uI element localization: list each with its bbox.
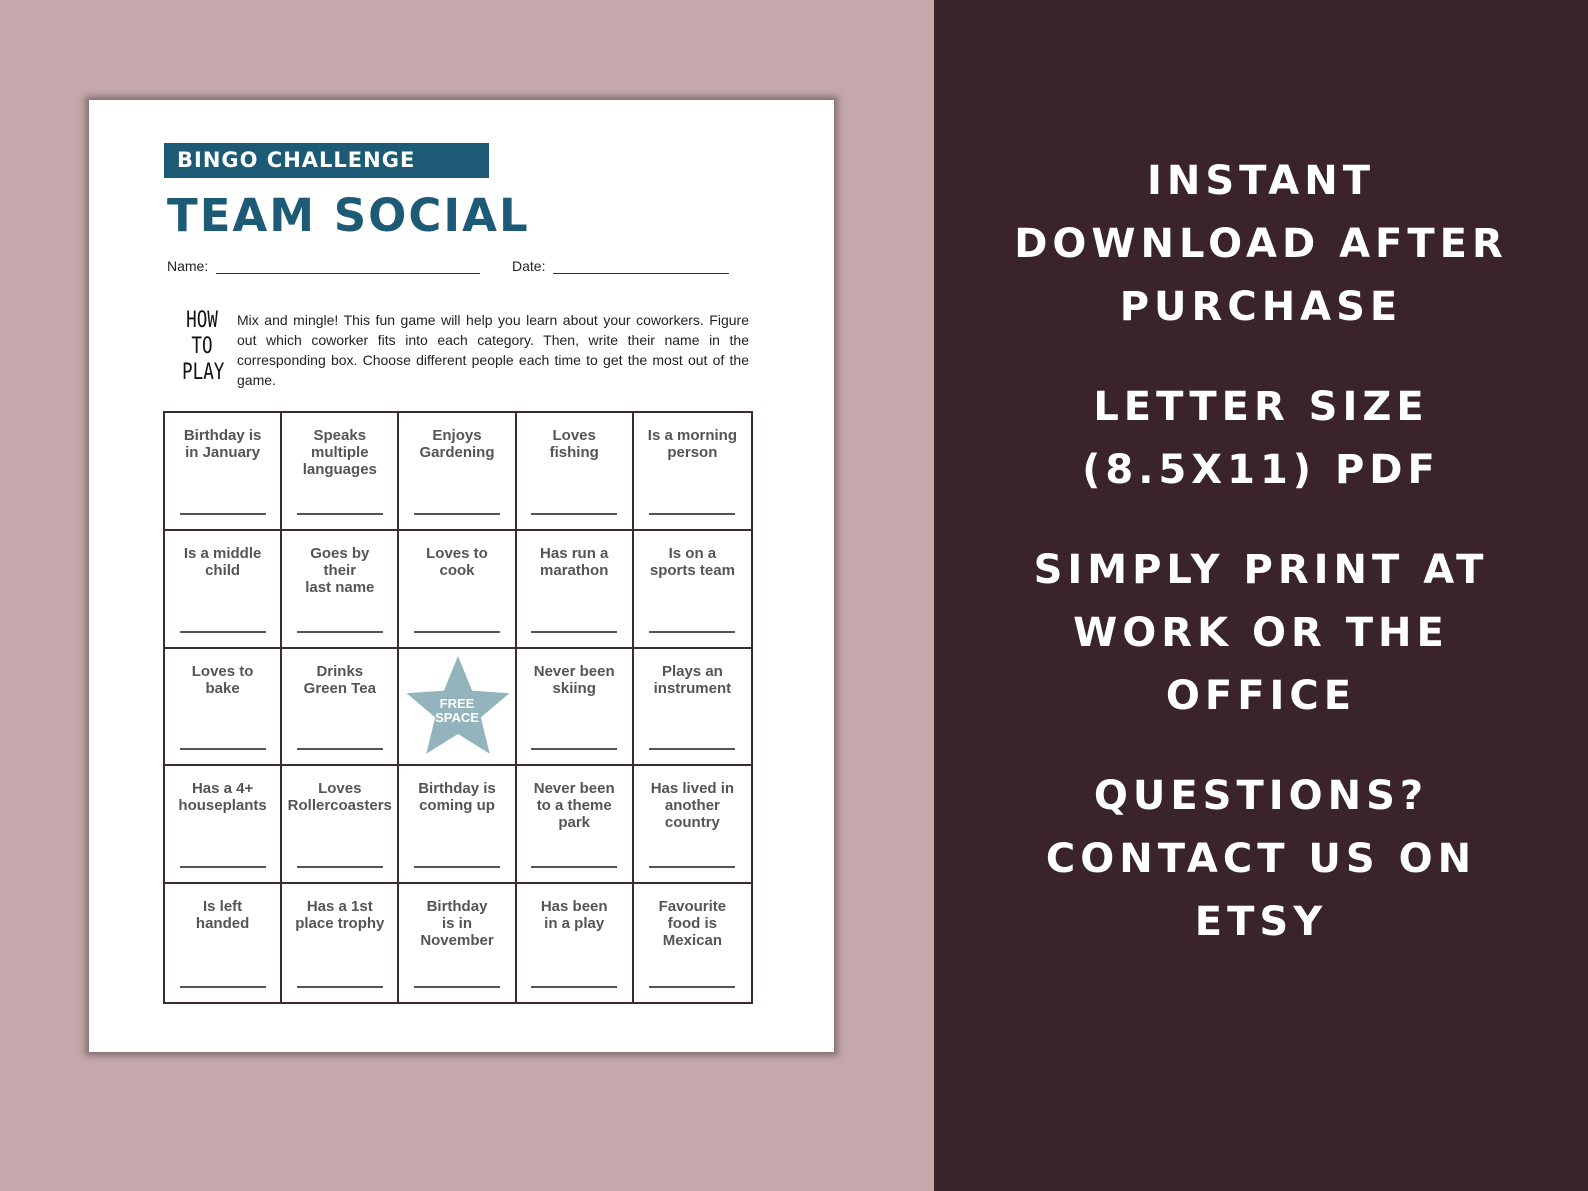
promo-line: OFFICE: [1165, 673, 1357, 719]
bingo-cell-prompt: Never been skiing: [533, 662, 615, 697]
bingo-cell[interactable]: [282, 413, 399, 531]
bingo-cell-prompt: Birthday is in November: [420, 898, 494, 950]
bingo-cell-prompt: Birthday is coming up: [418, 780, 496, 815]
how-to-play-heading: [182, 308, 225, 386]
promo-line: (8.5X11) PDF: [1082, 447, 1440, 493]
name-blank-line: [180, 631, 266, 633]
bingo-cell[interactable]: [634, 884, 751, 1002]
sheet-title: TEAM SOCIAL: [167, 189, 530, 242]
name-blank-line: [649, 866, 735, 868]
name-blank-line: [414, 513, 500, 515]
how-to-play-word: HOW: [186, 308, 218, 333]
free-space-label: [399, 697, 514, 725]
promo-block: [981, 150, 1541, 339]
promo-line: WORK OR THE: [1073, 610, 1449, 656]
bingo-sheet: [89, 100, 834, 1052]
bingo-cell-prompt: Plays an instrument: [653, 662, 732, 697]
bingo-cell-prompt: Drinks Green Tea: [303, 662, 376, 697]
how-to-play-word: PLAY: [182, 360, 225, 385]
date-line: [553, 260, 729, 274]
bingo-cell[interactable]: [165, 413, 282, 531]
promo-panel: [934, 0, 1588, 1191]
name-blank-line: [297, 748, 383, 750]
bingo-cell-prompt: Never been to a theme park: [533, 780, 615, 832]
free-space-word: SPACE: [435, 709, 479, 725]
bingo-cell[interactable]: [165, 884, 282, 1002]
bingo-cell-prompt: Speaks multiple languages: [302, 427, 377, 478]
bingo-cell[interactable]: [282, 531, 399, 649]
promo-line: CONTACT US ON: [1045, 836, 1477, 882]
bingo-cell-prompt: Is left handed: [195, 898, 250, 933]
bingo-cell[interactable]: [165, 531, 282, 649]
bingo-cell-prompt: Is on a sports team: [649, 544, 735, 579]
name-blank-line: [531, 866, 617, 868]
how-to-play-word: TO: [191, 334, 213, 359]
promo-line: PURCHASE: [1119, 284, 1403, 330]
promo-block: [981, 376, 1541, 502]
bingo-cell-prompt: Is a middle child: [183, 544, 262, 579]
instructions-text: Mix and mingle! This fun game will help you learn about your coworkers. Figure out which coworker fits into each category. Then, write their name in the corresponding box. Choose different people each time to get the most out of the game.: [237, 312, 749, 388]
name-blank-line: [414, 631, 500, 633]
name-blank-line: [649, 986, 735, 988]
bingo-cell-prompt: Favourite food is Mexican: [658, 898, 727, 950]
star-icon: [399, 649, 514, 765]
name-blank-line: [180, 866, 266, 868]
bingo-cell[interactable]: [282, 766, 399, 884]
bingo-cell[interactable]: [165, 649, 282, 767]
promo-block: [981, 539, 1541, 728]
promo-line: ETSY: [1194, 899, 1328, 945]
name-field: [167, 258, 480, 274]
name-blank-line: [297, 513, 383, 515]
promo-block: [981, 765, 1541, 954]
bingo-cell[interactable]: [517, 766, 634, 884]
bingo-cell-prompt: Loves to cook: [426, 544, 488, 579]
bingo-cell[interactable]: [634, 766, 751, 884]
bingo-cell-prompt: Has a 4+ houseplants: [178, 780, 267, 815]
bingo-grid: [163, 411, 753, 1004]
name-blank-line: [297, 866, 383, 868]
promo-line: SIMPLY PRINT AT: [1033, 547, 1489, 593]
name-blank-line: [414, 986, 500, 988]
promo-line: LETTER SIZE: [1093, 384, 1429, 430]
bingo-cell[interactable]: [399, 884, 516, 1002]
bingo-cell-prompt: Has been in a play: [540, 898, 608, 933]
name-blank-line: [414, 866, 500, 868]
name-blank-line: [180, 748, 266, 750]
bingo-cell[interactable]: [517, 531, 634, 649]
name-blank-line: [180, 513, 266, 515]
bingo-cell-prompt: Enjoys Gardening: [419, 427, 495, 461]
name-blank-line: [297, 631, 383, 633]
promo-line: QUESTIONS?: [1093, 773, 1429, 819]
bingo-cell[interactable]: [634, 413, 751, 531]
date-field: [512, 258, 729, 274]
bingo-cell[interactable]: [399, 531, 516, 649]
name-blank-line: [531, 513, 617, 515]
name-blank-line: [531, 986, 617, 988]
name-blank-line: [531, 631, 617, 633]
name-label: Name:: [167, 258, 209, 274]
name-blank-line: [180, 986, 266, 988]
name-line: [216, 260, 480, 274]
promo-line: INSTANT: [1146, 158, 1376, 204]
name-blank-line: [649, 513, 735, 515]
bingo-cell[interactable]: [282, 649, 399, 767]
bingo-cell[interactable]: [282, 884, 399, 1002]
bingo-cell-prompt: Has run a marathon: [540, 544, 609, 579]
bingo-cell[interactable]: [634, 531, 751, 649]
bingo-cell[interactable]: [165, 766, 282, 884]
name-blank-line: [531, 748, 617, 750]
bingo-cell[interactable]: [517, 884, 634, 1002]
bingo-cell-prompt: Goes by their last name: [305, 544, 375, 596]
bingo-challenge-tag: BINGO CHALLENGE: [164, 143, 489, 178]
bingo-cell-prompt: Birthday is in January: [183, 427, 262, 461]
bingo-cell[interactable]: [634, 649, 751, 767]
bingo-cell-prompt: Is a morning person: [647, 427, 737, 461]
bingo-cell[interactable]: [399, 413, 516, 531]
bingo-cell-prompt: Loves fishing: [549, 427, 599, 461]
bingo-cell[interactable]: [517, 413, 634, 531]
free-space-cell[interactable]: [399, 649, 516, 767]
name-blank-line: [649, 748, 735, 750]
bingo-cell[interactable]: [399, 766, 516, 884]
bingo-cell-prompt: Loves Rollercoasters: [287, 780, 392, 815]
promo-line: DOWNLOAD AFTER: [1014, 221, 1508, 267]
name-blank-line: [297, 986, 383, 988]
bingo-cell-prompt: Loves to bake: [191, 662, 254, 697]
bingo-cell-prompt: Has a 1st place trophy: [295, 898, 385, 933]
name-blank-line: [649, 631, 735, 633]
free-space-word: FREE: [439, 695, 475, 711]
bingo-cell-prompt: Has lived in another country: [650, 780, 735, 832]
bingo-cell[interactable]: [517, 649, 634, 767]
date-label: Date:: [512, 258, 546, 274]
